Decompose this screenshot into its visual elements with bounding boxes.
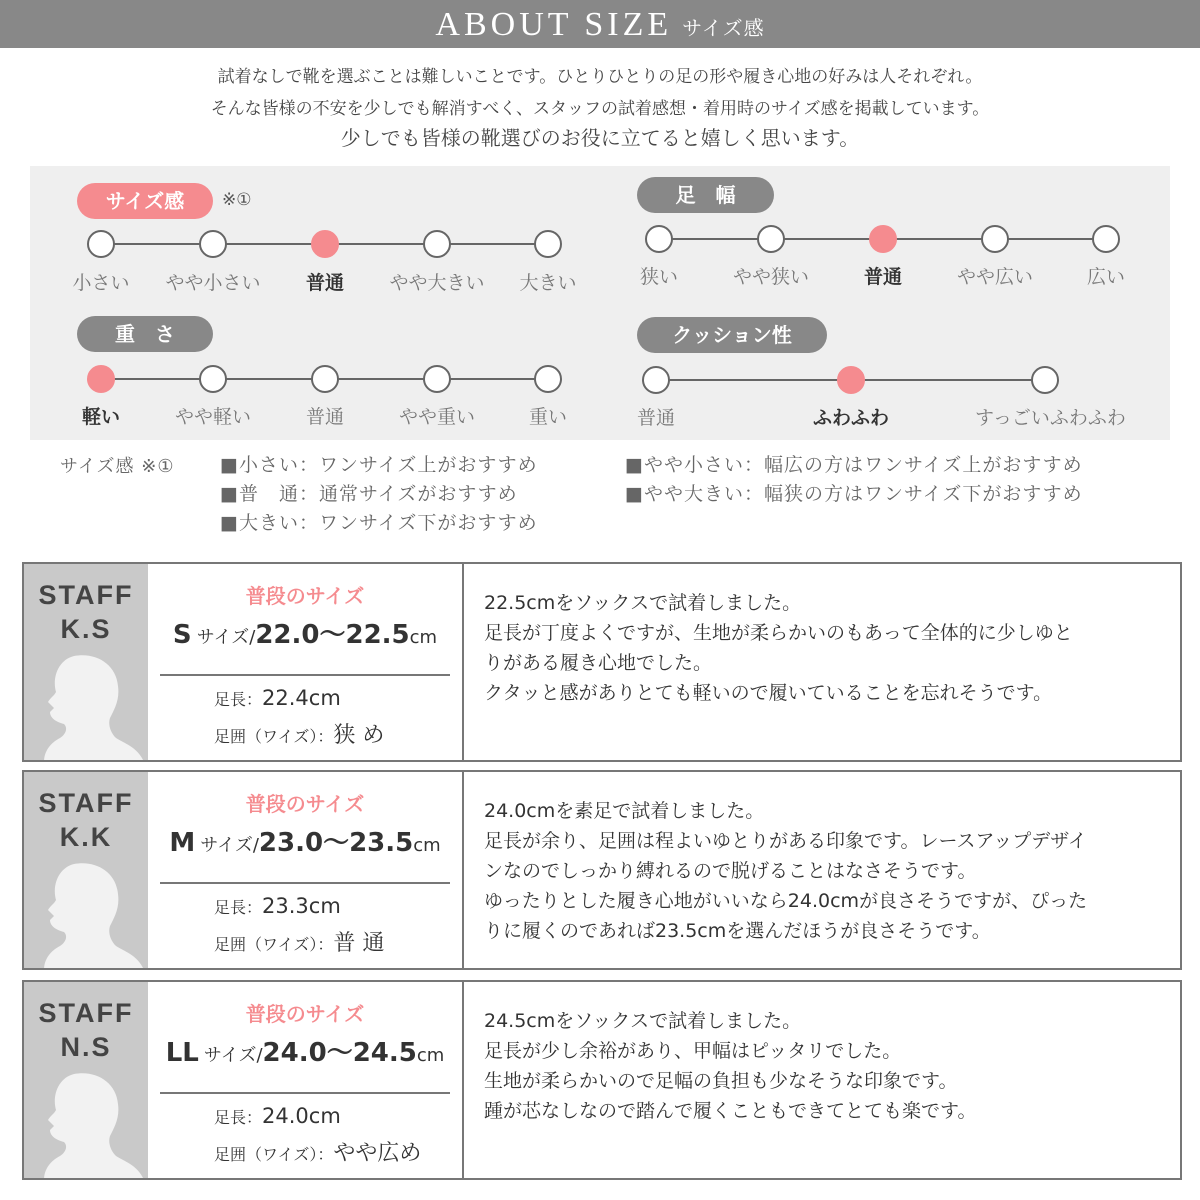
- foot-width-key: 足囲（ワイズ）：: [214, 935, 334, 954]
- size-letter: LL: [165, 1038, 199, 1068]
- intro-line-1: 試着なしで靴を選ぶことは難しいことです。ひとりひとりの足の形や履き心地の好みは人それぞれ。: [217, 67, 983, 87]
- comment-line: 生地が柔らかいので足幅の負担も少なそうな印象です。: [484, 1070, 958, 1092]
- foot-width-option-dot: [757, 225, 785, 253]
- size-feel-option-label: 小さい: [72, 272, 130, 294]
- comment-line: ンなのでしっかり縛れるので脱げることはなさそうです。: [484, 860, 977, 882]
- cushion-option-label: 普通: [636, 407, 675, 429]
- cushion-option-label: ふわふわ: [812, 407, 889, 429]
- size-unit: cm: [413, 835, 441, 856]
- size-word: サイズ/: [196, 627, 256, 648]
- size-word: サイズ/: [203, 1045, 263, 1066]
- staff-profile: [24, 982, 148, 1178]
- foot-width-option-dot: [981, 225, 1009, 253]
- comment-line: 24.0cmを素足で試着しました。: [484, 800, 765, 822]
- comment-line: 足長が少し余裕があり、甲幅はピッタリでした。: [484, 1040, 902, 1062]
- divider: [160, 674, 450, 676]
- comment-line: りに履くのであれば23.5cmを選んだほうが良さそうです。: [484, 920, 991, 942]
- foot-width-tag: 足 幅: [637, 177, 774, 213]
- weight-option-dot: [311, 365, 339, 393]
- divider: [160, 882, 450, 884]
- cushion-tag: クッション性: [637, 317, 827, 353]
- staff-card: [22, 980, 1182, 1180]
- foot-length-key: 足長：: [214, 1108, 263, 1127]
- card-divider: [462, 772, 464, 968]
- cushion-option-dot-selected: [837, 366, 865, 394]
- comment-line: クタッと感がありとても軽いので履いていることを忘れそうです。: [484, 682, 1053, 704]
- weight-option-dot: [534, 365, 562, 393]
- weight-option-label: 軽い: [81, 406, 120, 428]
- staff-profile: [24, 772, 148, 968]
- foot-width-option-label: 広い: [1086, 266, 1125, 288]
- foot-length-value: 24.0cm: [262, 1104, 341, 1128]
- foot-width-key: 足囲（ワイズ）：: [214, 1145, 334, 1164]
- size-letter: M: [169, 828, 196, 858]
- size-note-normal: ■普 通：通常サイズがおすすめ: [220, 483, 518, 505]
- foot-width-option-dot: [1092, 225, 1120, 253]
- foot-width: [214, 718, 384, 749]
- size-note-slightly-large: ■やや大きい：幅狭の方はワンサイズ下がおすすめ: [625, 483, 1083, 505]
- weight-option-dot: [199, 365, 227, 393]
- foot-length-value: 22.4cm: [262, 686, 341, 710]
- intro-line-2: そんな皆様の不安を少しでも解消すべく、スタッフの試着感想・着用時のサイズ感を掲載しています。: [210, 99, 990, 119]
- foot-width-option-label: やや狭い: [732, 266, 809, 288]
- size-note-heading: サイズ感 ※①: [60, 456, 175, 477]
- size-feel-option-dot: [87, 230, 115, 258]
- page-title-en: ABOUT SIZE: [435, 6, 673, 43]
- page-title-jp: サイズ感: [682, 16, 765, 40]
- staff-label: STAFF: [38, 580, 134, 610]
- cushion-option-dot: [642, 366, 670, 394]
- foot-width: [214, 926, 384, 957]
- comment-line: 足長が余り、足囲は程よいゆとりがある印象です。レースアップデザイ: [484, 830, 1087, 852]
- weight-option-label: 重い: [528, 406, 567, 428]
- foot-width-value: やや広め: [333, 1141, 422, 1166]
- comment-line: 24.5cmをソックスで試着しました。: [484, 1010, 802, 1032]
- foot-width-value: 狭 め: [333, 723, 385, 748]
- usual-size-block: [148, 564, 462, 760]
- cushion-option-label: すっごいふわふわ: [975, 407, 1126, 429]
- usual-size-label: 普段のサイズ: [245, 584, 365, 608]
- comment-line: りがある履き心地でした。: [484, 652, 713, 674]
- staff-label: STAFF: [38, 788, 134, 818]
- page-title: [0, 6, 1200, 44]
- weight-tag: 重 さ: [77, 316, 213, 352]
- size-unit: cm: [409, 627, 438, 648]
- staff-id: K.S: [60, 614, 112, 644]
- foot-width-value: 普 通: [333, 931, 385, 956]
- size-note-large: ■大きい：ワンサイズ下がおすすめ: [220, 512, 538, 534]
- size-feel-option-dot: [534, 230, 562, 258]
- staff-profile: [24, 564, 148, 760]
- staff-id: K.K: [59, 822, 113, 852]
- size-word: サイズ/: [200, 835, 259, 856]
- size-feel-option-label: 普通: [305, 272, 344, 294]
- foot-width-option-label: 狭い: [639, 266, 678, 288]
- weight-option-dot-selected: [87, 365, 115, 393]
- fitting-comments: [484, 1006, 1174, 1126]
- size-feel-option-dot: [199, 230, 227, 258]
- usual-size-label: 普段のサイズ: [245, 792, 365, 816]
- divider: [160, 1092, 450, 1094]
- foot-width-key: 足囲（ワイズ）：: [214, 727, 334, 746]
- staff-card: [22, 562, 1182, 762]
- foot-length-key: 足長：: [214, 690, 263, 709]
- staff-id: N.S: [60, 1032, 112, 1062]
- usual-size-label: 普段のサイズ: [245, 1002, 365, 1026]
- person-silhouette-icon: [34, 652, 144, 760]
- fitting-comments: [484, 796, 1174, 946]
- cushion-option-dot: [1031, 366, 1059, 394]
- size-feel-tag: サイズ感: [77, 183, 213, 219]
- size-feel-option-label: やや小さい: [165, 272, 261, 294]
- foot-length: [214, 894, 341, 918]
- foot-width-option-label: やや広い: [956, 266, 1033, 288]
- usual-size-block: [148, 982, 462, 1178]
- person-silhouette-icon: [34, 1070, 144, 1178]
- foot-width-option-dot: [645, 225, 673, 253]
- size-letter: S: [172, 620, 192, 650]
- usual-size-value: [148, 1032, 462, 1069]
- staff-label: STAFF: [38, 998, 134, 1028]
- usual-size-value: [148, 614, 462, 651]
- usual-size-value: [148, 822, 462, 859]
- weight-option-dot: [423, 365, 451, 393]
- foot-width-option-dot-selected: [869, 225, 897, 253]
- weight-option-label: やや重い: [398, 406, 475, 428]
- size-note-small: ■小さい：ワンサイズ上がおすすめ: [220, 454, 538, 476]
- weight-option-label: やや軽い: [174, 406, 251, 428]
- size-range: 24.0〜24.5: [262, 1038, 417, 1068]
- intro-line-3: 少しでも皆様の靴選びのお役に立てると嬉しく思います。: [340, 126, 860, 150]
- foot-length-value: 23.3cm: [262, 894, 341, 918]
- size-feel-option-label: やや大きい: [389, 272, 485, 294]
- comment-line: 足長が丁度よくですが、生地が柔らかいのもあって全体的に少しゆと: [484, 622, 1073, 644]
- size-feel-option-dot-selected: [311, 230, 339, 258]
- size-unit: cm: [416, 1045, 445, 1066]
- weight-option-label: 普通: [305, 406, 344, 428]
- size-note-slightly-small: ■やや小さい：幅広の方はワンサイズ上がおすすめ: [625, 454, 1083, 476]
- card-divider: [462, 564, 464, 760]
- size-range: 23.0〜23.5: [258, 828, 414, 858]
- foot-length: [214, 1104, 341, 1128]
- usual-size-block: [148, 772, 462, 968]
- size-feel-option-dot: [423, 230, 451, 258]
- size-feel-option-label: 大きい: [519, 272, 577, 294]
- comment-line: 踵が芯なしなので踏んで履くこともできてとても楽です。: [484, 1100, 977, 1122]
- person-silhouette-icon: [34, 860, 144, 968]
- fitting-comments: [484, 588, 1174, 708]
- staff-card: [22, 770, 1182, 970]
- foot-length-key: 足長：: [214, 898, 263, 917]
- size-feel-note-mark: ※①: [222, 190, 252, 210]
- foot-width-option-label: 普通: [863, 266, 902, 288]
- card-divider: [462, 982, 464, 1178]
- foot-width: [214, 1136, 421, 1167]
- comment-line: 22.5cmをソックスで試着しました。: [484, 592, 802, 614]
- foot-length: [214, 686, 341, 710]
- comment-line: ゆったりとした履き心地がいいなら24.0cmが良さそうですが、ぴった: [484, 890, 1088, 912]
- size-range: 22.0〜22.5: [255, 620, 410, 650]
